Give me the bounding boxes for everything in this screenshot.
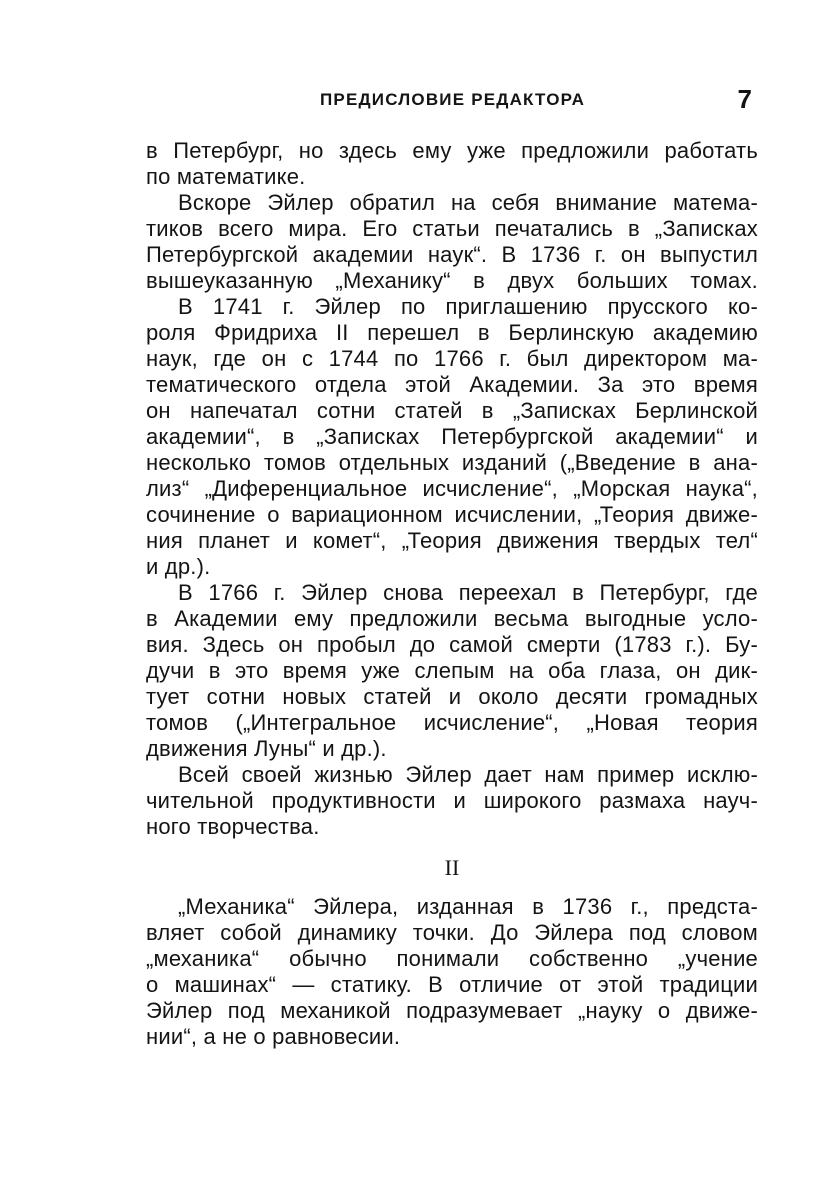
text-line: Петербургской академии наук“. В 1736 г. он выпустил: [146, 242, 758, 267]
text-line: тематического отдела этой Академии. За это время: [146, 372, 758, 397]
text-line: сочинение о вариационном исчислении, „Теория движе-: [146, 502, 758, 527]
text-line: тует сотни новых статей и около десяти громадных: [146, 684, 758, 709]
text-line: вляет собой динамику точки. До Эйлера под словом: [146, 920, 758, 945]
body-text: [146, 138, 758, 1050]
text-line: тиков всего мира. Его статьи печатались в „Записках: [146, 216, 758, 241]
text-line: В 1741 г. Эйлер по приглашению прусского ко-: [178, 294, 758, 319]
text-line: в Петербург, но здесь ему уже предложили работать: [146, 138, 758, 163]
text-block-2: [146, 894, 758, 1050]
text-line: Вскоре Эйлер обратил на себя внимание матема-: [178, 190, 758, 215]
text-line: в Академии ему предложили весьма выгодные усло-: [146, 606, 758, 631]
text-line: и др.).: [146, 554, 211, 579]
running-header-title: ПРЕДИСЛОВИЕ РЕДАКТОРА: [320, 90, 586, 109]
text-line: вия. Здесь он пробыл до самой смерти (1783 г.). Бу-: [146, 632, 758, 657]
text-line: Всей своей жизнью Эйлер дает нам пример исклю-: [178, 762, 758, 787]
text-line: дучи в это время уже слепым на оба глаза, он дик-: [146, 658, 758, 683]
text-line: наук, где он с 1744 по 1766 г. был директором ма-: [146, 346, 758, 371]
text-line: чительной продуктивности и широкого размаха науч-: [146, 788, 758, 813]
text-line: академии“, в „Записках Петербургской академии“ и: [146, 424, 758, 449]
text-line: несколько томов отдельных изданий („Введение в ана-: [146, 450, 758, 475]
text-line: „механика“ обычно понимали собственно „учение: [146, 946, 758, 971]
page-number: 7: [737, 84, 752, 114]
text-line: ного творчества.: [146, 814, 320, 839]
running-header: [140, 86, 760, 116]
text-line: ния планет и комет“, „Теория движения твердых тел“: [146, 528, 758, 553]
text-line: В 1766 г. Эйлер снова переехал в Петербург, где: [178, 580, 758, 605]
text-line: томов („Интегральное исчисление“, „Новая теория: [146, 710, 758, 735]
text-line: „Механика“ Эйлера, изданная в 1736 г., предста-: [178, 894, 758, 919]
text-line: по математике.: [146, 164, 306, 189]
text-line: он напечатал сотни статей в „Записках Берлинской: [146, 398, 758, 423]
text-line: о машинах“ — статику. В отличие от этой традиции: [146, 972, 758, 997]
text-line: движения Луны“ и др.).: [146, 736, 387, 761]
text-line: вышеуказанную „Механику“ в двух больших томах.: [146, 268, 758, 293]
text-block-1: [146, 138, 758, 840]
text-line: роля Фридриха II перешел в Берлинскую академию: [146, 320, 758, 345]
text-line: Эйлер под механикой подразумевает „науку о движе-: [146, 998, 758, 1023]
section-heading: II: [444, 855, 460, 880]
text-line: лиз“ „Диференциальное исчисление“, „Морская наука“,: [146, 476, 758, 501]
text-line: нии“, а не о равновесии.: [146, 1024, 401, 1049]
